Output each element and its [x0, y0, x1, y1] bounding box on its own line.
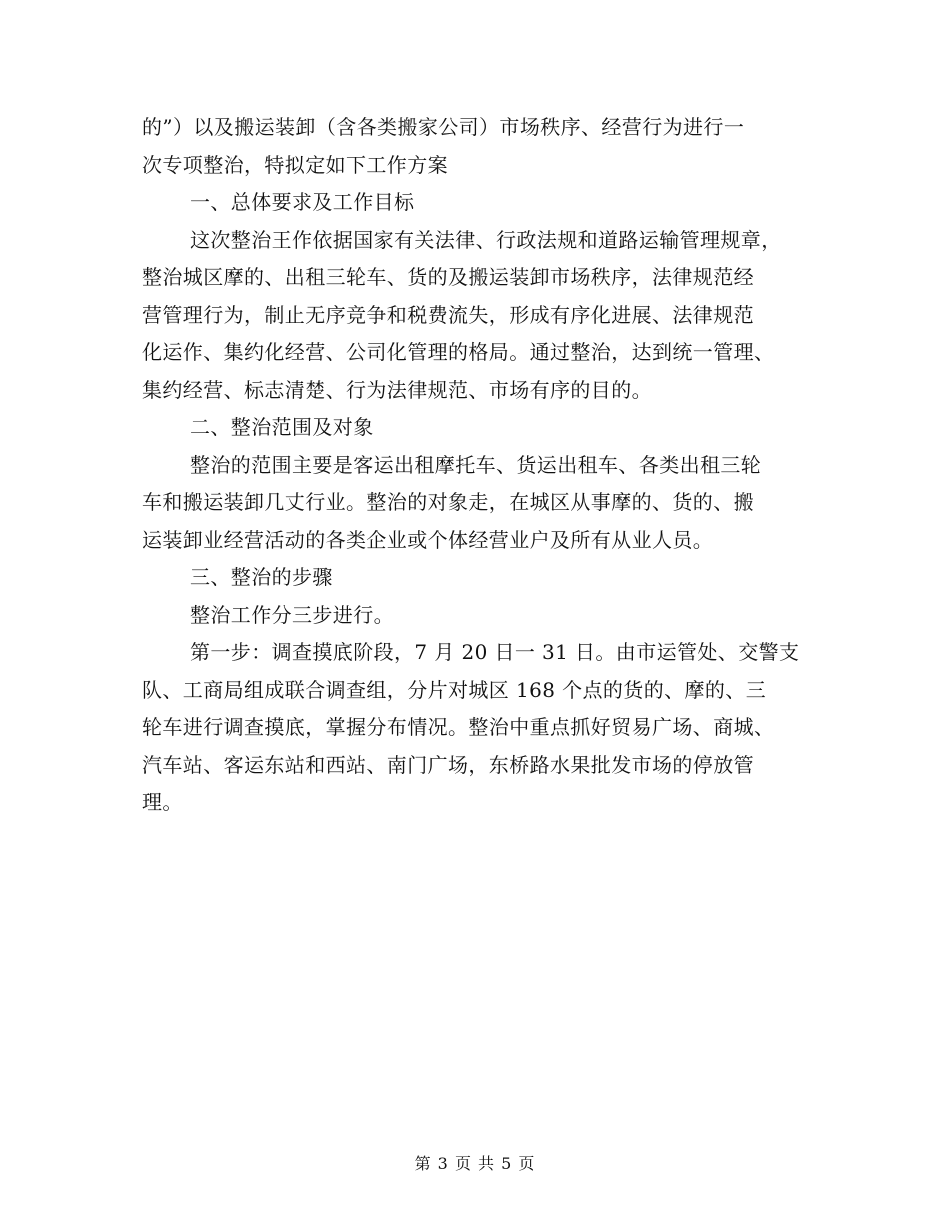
text-line: 理。 — [142, 790, 183, 814]
text-line: 车和搬运装卸几丈行业。整治的对象走，在城区从事摩的、货的、搬 — [142, 490, 754, 514]
text-line: 轮车进行调查摸底，掌握分布情况。整治中重点抓好贸易广场、商城、 — [142, 715, 775, 739]
page-footer: 第 3 页 共 5 页 — [414, 1154, 536, 1173]
text-line: 这次整治王作依据国家有关法律、行政法规和道路运输管理规章， — [190, 227, 782, 252]
text-line: 队、工商局组成联合调查组，分片对城区 168 个点的货的、摩的、三 — [142, 677, 767, 702]
text-line: 整治工作分三步进行。 — [190, 602, 394, 627]
text-line: 化运作、集约化经营、公司化管理的格局。通过整治，达到统一管理、 — [142, 340, 775, 364]
text-line: 汽车站、客运东站和西站、南门广场，东桥路水果批发市场的停放管 — [142, 752, 754, 777]
document-body — [142, 109, 814, 822]
text-line: 营管理行为，制止无序竞争和税费流失，形成有序化进展、法律规范 — [142, 302, 754, 327]
text-line: 三、整治的步骤 — [190, 565, 333, 589]
text-line: 一、总体要求及工作目标 — [190, 190, 415, 214]
text-line: 次专项整治，特拟定如下工作方案 — [142, 152, 448, 177]
text-line: 的”）以及搬运装卸（含各类搬家公司）市场秩序、经营行为进行一 — [142, 115, 745, 139]
text-line: 第一步：调查摸底阶段，7 月 20 日一 31 日。由市运管处、交警支 — [190, 640, 800, 664]
text-line: 二、整治范围及对象 — [190, 415, 374, 439]
text-line: 集约经营、标志清楚、行为法律规范、市场有序的目的。 — [142, 377, 652, 402]
text-line: 整治城区摩的、出租三轮车、货的及搬运装卸市场秩序，法律规范经 — [142, 265, 754, 289]
text-line: 整治的范围主要是客运出租摩托车、货运出租车、各类出租三轮 — [190, 452, 762, 477]
text-line: 运装卸业经营活动的各类企业或个体经营业户及所有从业人员。 — [142, 527, 714, 552]
